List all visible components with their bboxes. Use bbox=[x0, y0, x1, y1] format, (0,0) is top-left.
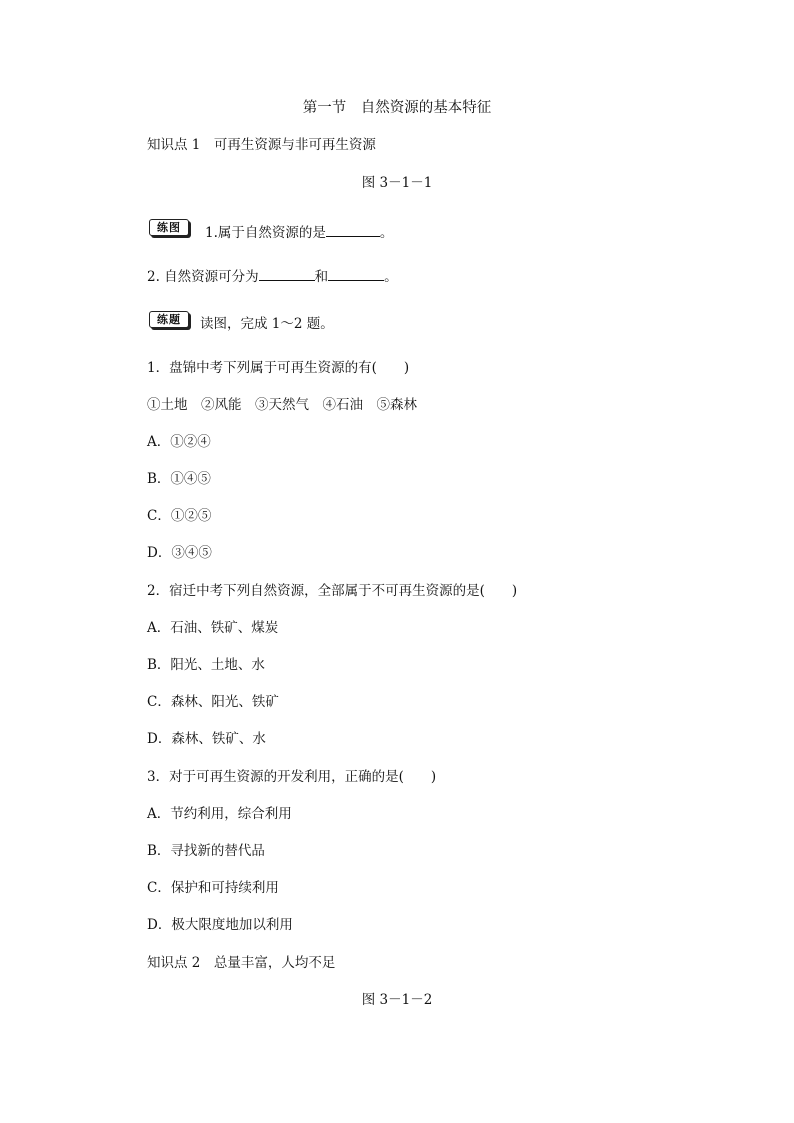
reading-instruction: 读图，完成 1～2 题。 bbox=[200, 316, 334, 332]
question-1-stem: 1．盘锦中考下列属于可再生资源的有( ) bbox=[147, 360, 410, 376]
figure-question-2-and: 和 bbox=[314, 269, 329, 285]
answer-blank bbox=[326, 223, 380, 237]
question-2-option-b: B．阳光、土地、水 bbox=[147, 657, 265, 673]
question-1-option-a: A．①②④ bbox=[147, 434, 211, 450]
question-1-option-c: C．①②⑤ bbox=[147, 508, 212, 524]
figure-question-1-text: 1.属于自然资源的是 bbox=[205, 225, 326, 241]
figure-question-1 bbox=[205, 223, 393, 242]
figure-question-1-end: 。 bbox=[379, 225, 394, 241]
question-3-option-c: C．保护和可持续利用 bbox=[147, 880, 279, 896]
question-1-items: ①土地 ②风能 ③天然气 ④石油 ⑤森林 bbox=[147, 397, 417, 413]
question-3-option-d: D．极大限度地加以利用 bbox=[147, 917, 293, 933]
figure-caption-2: 图 3－1－2 bbox=[361, 992, 433, 1008]
question-3-stem: 3．对于可再生资源的开发利用，正确的是( ) bbox=[147, 769, 437, 785]
question-2-option-d: D．森林、铁矿、水 bbox=[147, 731, 266, 747]
page-title: 第一节 自然资源的基本特征 bbox=[302, 100, 492, 116]
answer-blank bbox=[259, 267, 315, 281]
figure-question-2-end: 。 bbox=[384, 269, 398, 285]
question-1-option-d: D．③④⑤ bbox=[147, 545, 212, 561]
practice-question-badge: 练题 bbox=[149, 311, 189, 328]
figure-caption-1: 图 3－1－1 bbox=[361, 175, 433, 191]
question-1-option-b: B．①④⑤ bbox=[147, 471, 211, 487]
question-2-stem: 2．宿迁中考下列自然资源，全部属于不可再生资源的是( ) bbox=[147, 583, 518, 599]
figure-question-2 bbox=[147, 267, 398, 286]
question-3-option-a: A．节约利用，综合利用 bbox=[147, 806, 292, 822]
knowledge-point-2-heading: 知识点 2 总量丰富，人均不足 bbox=[147, 955, 336, 971]
practice-figure-badge: 练图 bbox=[149, 219, 189, 236]
figure-question-2-text: 2. 自然资源可分为 bbox=[147, 269, 259, 285]
knowledge-point-1-heading: 知识点 1 可再生资源与非可再生资源 bbox=[147, 137, 376, 153]
answer-blank bbox=[328, 267, 384, 281]
question-3-option-b: B．寻找新的替代品 bbox=[147, 843, 265, 859]
question-2-option-c: C．森林、阳光、铁矿 bbox=[147, 694, 279, 710]
question-2-option-a: A．石油、铁矿、煤炭 bbox=[147, 620, 279, 636]
